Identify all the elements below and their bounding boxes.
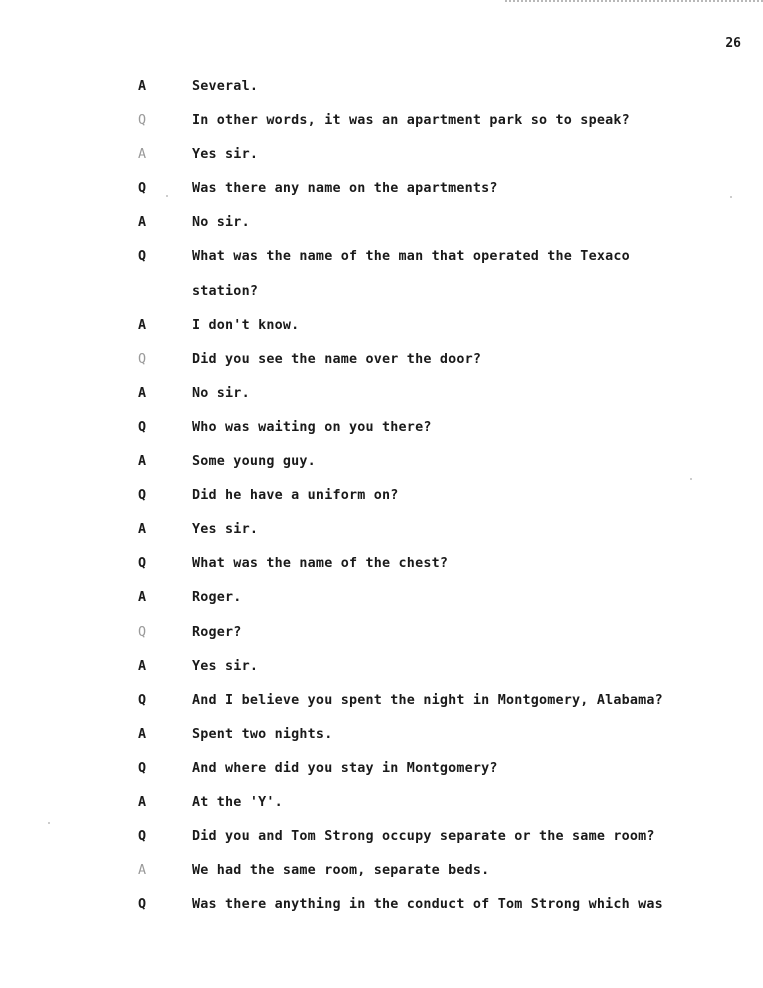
line-text: In other words, it was an apartment park so to speak?	[192, 113, 630, 129]
line-text: What was the name of the chest?	[192, 556, 449, 572]
line-text: What was the name of the man that operated the Texaco	[192, 249, 630, 265]
stray-mark	[166, 195, 168, 197]
speaker-label: Q	[138, 249, 147, 265]
speaker-label: Q	[138, 624, 147, 640]
transcript-line	[0, 147, 763, 181]
transcript-line	[0, 829, 763, 863]
transcript-line	[0, 420, 763, 454]
speaker-label: A	[138, 79, 147, 94]
line-text: Several.	[192, 79, 259, 94]
transcript-line	[0, 352, 763, 386]
speaker-label: Q	[138, 760, 147, 776]
stray-mark	[690, 478, 692, 480]
speaker-label: A	[138, 147, 147, 163]
transcript-line	[0, 761, 763, 795]
speaker-label: A	[138, 317, 147, 333]
transcript-line	[0, 181, 763, 215]
line-text: I don't know.	[192, 317, 300, 333]
line-text: Did you and Tom Strong occupy separate or the same room?	[192, 829, 655, 845]
speaker-label: A	[138, 385, 147, 401]
speaker-label: A	[138, 522, 147, 538]
transcript-line	[0, 249, 763, 283]
transcript-line	[0, 863, 763, 897]
line-text: We had the same room, separate beds.	[192, 863, 490, 879]
speaker-label: Q	[138, 897, 147, 913]
speaker-label: Q	[138, 692, 147, 708]
transcript-line	[0, 386, 763, 420]
line-text: Did you see the name over the door?	[192, 351, 482, 367]
speaker-label: Q	[138, 419, 147, 435]
speaker-label: Q	[138, 488, 147, 504]
transcript-line	[0, 795, 763, 829]
speaker-label: Q	[138, 556, 147, 572]
speaker-label: Q	[138, 351, 147, 367]
line-text: Roger?	[192, 624, 242, 640]
transcript-body	[0, 79, 763, 931]
transcript-line	[0, 318, 763, 352]
transcript-line	[0, 727, 763, 761]
line-text: Yes sir.	[192, 522, 259, 538]
line-text: No sir.	[192, 215, 250, 231]
line-text: Spent two nights.	[192, 726, 333, 742]
transcript-line	[0, 113, 763, 147]
line-text: Was there anything in the conduct of Tom Strong which was	[192, 897, 663, 913]
speaker-label: Q	[138, 113, 147, 129]
transcript-line	[0, 488, 763, 522]
speaker-label: A	[138, 590, 147, 606]
line-text: Was there any name on the apartments?	[192, 181, 498, 197]
speaker-label: A	[138, 794, 147, 810]
line-text: Yes sir.	[192, 658, 259, 674]
speaker-label: A	[138, 863, 147, 879]
speaker-label: A	[138, 658, 147, 674]
top-dotted-rule	[505, 0, 763, 2]
page-number: 26	[725, 36, 741, 51]
transcript-line	[0, 454, 763, 488]
transcript-line	[0, 522, 763, 556]
stray-mark	[730, 196, 732, 198]
line-text: And I believe you spent the night in Montgomery, Alabama?	[192, 692, 663, 708]
line-text: Who was waiting on you there?	[192, 419, 432, 435]
line-text: At the 'Y'.	[192, 794, 283, 810]
line-text: Some young guy.	[192, 454, 316, 470]
transcript-line	[0, 556, 763, 590]
transcript-line	[0, 284, 763, 318]
speaker-label: A	[138, 726, 147, 742]
transcript-line	[0, 659, 763, 693]
transcript-line	[0, 897, 763, 931]
line-text: station?	[192, 283, 259, 299]
line-text: Did he have a uniform on?	[192, 488, 399, 504]
transcript-line	[0, 215, 763, 249]
transcript-line	[0, 693, 763, 727]
line-text: No sir.	[192, 385, 250, 401]
speaker-label: Q	[138, 829, 147, 845]
stray-mark	[48, 822, 50, 824]
line-text: Roger.	[192, 590, 242, 606]
line-text: And where did you stay in Montgomery?	[192, 760, 498, 776]
speaker-label: A	[138, 215, 147, 231]
speaker-label: Q	[138, 181, 147, 197]
speaker-label: A	[138, 454, 147, 470]
transcript-line	[0, 79, 763, 113]
transcript-line	[0, 625, 763, 659]
line-text: Yes sir.	[192, 147, 259, 163]
transcript-line	[0, 590, 763, 624]
